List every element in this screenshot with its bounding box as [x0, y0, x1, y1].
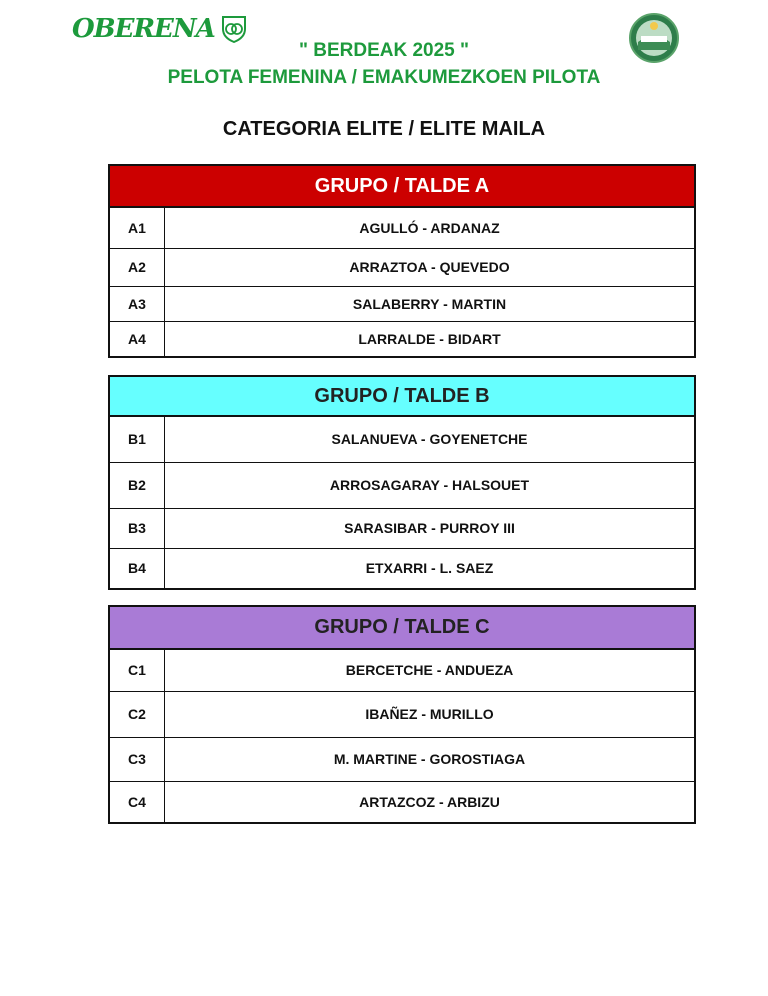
group-b-table: [108, 375, 696, 590]
table-row: [109, 737, 695, 781]
table-row: [109, 286, 695, 321]
team-pair: SALABERRY - MARTIN: [165, 286, 696, 321]
team-code: B1: [109, 416, 165, 462]
team-code: B2: [109, 462, 165, 508]
event-title: " BERDEAK 2025 ": [298, 40, 470, 61]
team-pair: AGULLÓ - ARDANAZ: [165, 207, 696, 248]
table-row: [109, 321, 695, 357]
team-code: B4: [109, 548, 165, 589]
category-title: CATEGORIA ELITE / ELITE MAILA: [222, 118, 546, 140]
team-code: A2: [109, 248, 165, 286]
table-row: [109, 508, 695, 548]
group-a-table: [108, 164, 696, 358]
team-code: C4: [109, 781, 165, 823]
team-pair: M. MARTINE - GOROSTIAGA: [165, 737, 696, 781]
table-row: [109, 691, 695, 737]
team-code: A1: [109, 207, 165, 248]
group-b-header: GRUPO / TALDE B: [109, 376, 695, 416]
group-c-table: [108, 605, 696, 824]
group-c-header: GRUPO / TALDE C: [109, 606, 695, 649]
team-code: B3: [109, 508, 165, 548]
team-pair: SALANUEVA - GOYENETCHE: [165, 416, 696, 462]
team-pair: SARASIBAR - PURROY III: [165, 508, 696, 548]
team-code: C2: [109, 691, 165, 737]
table-row: [109, 548, 695, 589]
team-pair: BERCETCHE - ANDUEZA: [165, 649, 696, 691]
team-code: A4: [109, 321, 165, 357]
team-pair: ARTAZCOZ - ARBIZU: [165, 781, 696, 823]
team-code: C1: [109, 649, 165, 691]
table-row: [109, 649, 695, 691]
table-row: [109, 416, 695, 462]
table-row: [109, 207, 695, 248]
team-pair: IBAÑEZ - MURILLO: [165, 691, 696, 737]
team-pair: ARRAZTOA - QUEVEDO: [165, 248, 696, 286]
team-code: C3: [109, 737, 165, 781]
team-code: A3: [109, 286, 165, 321]
table-row: [109, 248, 695, 286]
oberena-shield-icon: [221, 15, 247, 43]
oberena-logo-text: OBERENA: [72, 14, 215, 44]
team-pair: LARRALDE - BIDART: [165, 321, 696, 357]
team-pair: ARROSAGARAY - HALSOUET: [165, 462, 696, 508]
table-row: [109, 462, 695, 508]
team-pair: ETXARRI - L. SAEZ: [165, 548, 696, 589]
table-row: [109, 781, 695, 823]
event-subtitle: PELOTA FEMENINA / EMAKUMEZKOEN PILOTA: [167, 67, 601, 88]
group-a-header: GRUPO / TALDE A: [109, 165, 695, 207]
